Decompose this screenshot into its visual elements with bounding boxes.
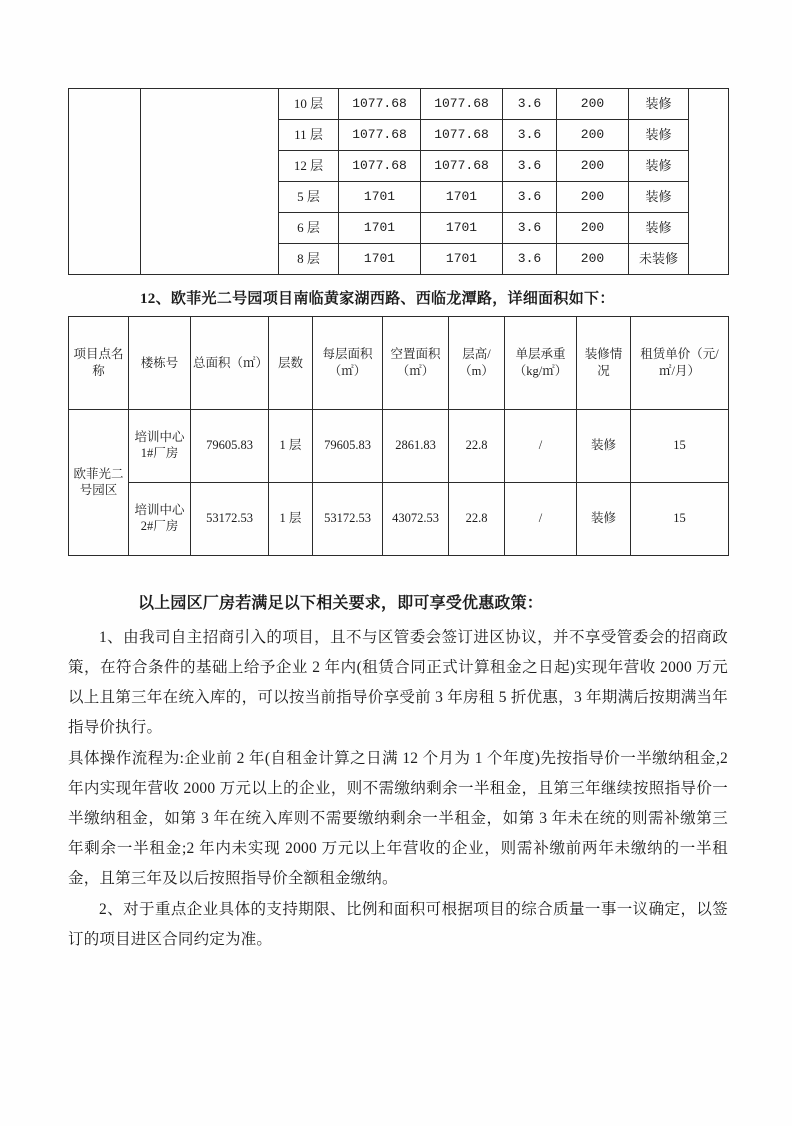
cell-blank-right (689, 151, 729, 182)
table-row (69, 89, 729, 120)
cell-load: 200 (557, 120, 629, 151)
cell-blank-left (69, 213, 141, 244)
cell-decoration: 装修 (629, 213, 689, 244)
header-floors: 层数 (269, 317, 313, 410)
cell-blank-left (69, 151, 141, 182)
header-total-area: 总面积（㎡） (191, 317, 269, 410)
header-name: 项目点名称 (69, 317, 129, 410)
header-height: 层高/（m） (449, 317, 505, 410)
cell-load: 200 (557, 151, 629, 182)
cell-decoration: 未装修 (629, 244, 689, 275)
cell-vacant-area: 2861.83 (383, 410, 449, 483)
table-row (69, 410, 729, 483)
table-row (69, 483, 729, 556)
cell-height: 22.8 (449, 483, 505, 556)
cell-floors: 1 层 (269, 410, 313, 483)
cell-total-area: 1701 (339, 213, 421, 244)
cell-floor: 6 层 (279, 213, 339, 244)
cell-floor-area: 1701 (421, 244, 503, 275)
table-row (69, 244, 729, 275)
policy-paragraph-2: 具体操作流程为:企业前 2 年(自租金计算之日满 12 个月为 1 个年度)先按指导价一半缴纳租金,2 年内实现年营收 2000 万元以上的企业，则不需缴纳剩余一半租金，且第三年继续按照指导价一半缴纳租金，如第 3 年在统入库则不需要缴纳剩余一半租金，如第 3 年未在统的则需补缴第三年剩余一半租金;2 年内未实现 2000 万元以上年营收的企业，则需补缴前两年未缴纳的一半租金，且第三年及以后按照指导价全额租金缴纳。 (68, 750, 728, 887)
section-index: 12、欧菲光 (140, 291, 217, 307)
cell-height: 3.6 (503, 213, 557, 244)
cell-load: 200 (557, 89, 629, 120)
cell-total-area: 1077.68 (339, 151, 421, 182)
cell-total-area: 79605.83 (191, 410, 269, 483)
table-row (69, 151, 729, 182)
section-heading (68, 287, 728, 308)
cell-blank-right (689, 244, 729, 275)
page-content (68, 88, 728, 956)
cell-height: 3.6 (503, 244, 557, 275)
header-building: 楼栋号 (129, 317, 191, 410)
cell-floors: 1 层 (269, 483, 313, 556)
cell-height: 22.8 (449, 410, 505, 483)
cell-height: 3.6 (503, 182, 557, 213)
cell-blank-building (141, 244, 279, 275)
policy-heading: 以上园区厂房若满足以下相关要求，即可享受优惠政策： (138, 595, 544, 612)
policy-paragraph-3: 2、对于重点企业具体的支持期限、比例和面积可根据项目的综合质量一事一议确定，以签订的项目进区合同约定为准。 (68, 901, 728, 948)
cell-height: 3.6 (503, 120, 557, 151)
cell-load: / (505, 483, 577, 556)
table-row (69, 182, 729, 213)
cell-vacant-area: 43072.53 (383, 483, 449, 556)
policy-paragraph-1: 1、由我司自主招商引入的项目，且不与区管委会签订进区协议，并不享受管委会的招商政策，在符合条件的基础上给予企业 2 年内(租赁合同正式计算租金之日起)实现年营收 2000 万元以上且第三年在统入库的，可以按当前指导价享受前 3 年房租 5 折优惠，3 年期满后按期满当年指导价执行。 (68, 629, 728, 736)
cell-total-area: 1077.68 (339, 89, 421, 120)
cell-floor-area: 1077.68 (421, 151, 503, 182)
cell-building: 培训中心 1#厂房 (129, 410, 191, 483)
cell-blank-building (141, 151, 279, 182)
floor-continuation-table (68, 88, 729, 275)
cell-decoration: 装修 (629, 120, 689, 151)
cell-blank-right (689, 182, 729, 213)
property-detail-table (68, 316, 729, 556)
cell-blank-building (141, 120, 279, 151)
cell-floor-area: 79605.83 (313, 410, 383, 483)
cell-price: 15 (631, 483, 729, 556)
table-row (69, 213, 729, 244)
cell-blank-building (141, 213, 279, 244)
header-vacant-area: 空置面积（㎡） (383, 317, 449, 410)
cell-load: 200 (557, 244, 629, 275)
cell-blank-building (141, 89, 279, 120)
cell-decoration: 装修 (629, 182, 689, 213)
cell-floor-area: 1701 (421, 213, 503, 244)
cell-blank-right (689, 89, 729, 120)
cell-floor-area: 1077.68 (421, 89, 503, 120)
cell-blank-left (69, 89, 141, 120)
cell-total-area: 1701 (339, 244, 421, 275)
cell-price: 15 (631, 410, 729, 483)
cell-blank-left (69, 120, 141, 151)
cell-floor-area: 53172.53 (313, 483, 383, 556)
cell-decoration: 装修 (629, 89, 689, 120)
cell-blank-left (69, 244, 141, 275)
cell-height: 3.6 (503, 151, 557, 182)
cell-blank-left (69, 182, 141, 213)
cell-blank-right (689, 213, 729, 244)
cell-decoration: 装修 (577, 483, 631, 556)
cell-blank-right (689, 120, 729, 151)
table-row (69, 120, 729, 151)
cell-total-area: 1701 (339, 182, 421, 213)
cell-floor: 8 层 (279, 244, 339, 275)
cell-total-area: 53172.53 (191, 483, 269, 556)
cell-floor: 10 层 (279, 89, 339, 120)
cell-decoration: 装修 (629, 151, 689, 182)
section-heading-text: 二号园项目南临黄家湖西路、西临龙潭路，详细面积如下： (216, 291, 615, 307)
cell-floor: 12 层 (279, 151, 339, 182)
cell-load: 200 (557, 213, 629, 244)
cell-floor-area: 1077.68 (421, 120, 503, 151)
header-decoration: 装修情况 (577, 317, 631, 410)
header-load: 单层承重（kg/㎡） (505, 317, 577, 410)
cell-floor: 11 层 (279, 120, 339, 151)
cell-floor-area: 1701 (421, 182, 503, 213)
header-floor-area: 每层面积（㎡） (313, 317, 383, 410)
cell-blank-building (141, 182, 279, 213)
cell-park-name: 欧菲光二号园区 (69, 410, 129, 556)
header-price: 租赁单价（元/㎡/月） (631, 317, 729, 410)
cell-height: 3.6 (503, 89, 557, 120)
cell-floor: 5 层 (279, 182, 339, 213)
cell-decoration: 装修 (577, 410, 631, 483)
table-header-row (69, 317, 729, 410)
cell-total-area: 1077.68 (339, 120, 421, 151)
cell-building: 培训中心 2#厂房 (129, 483, 191, 556)
cell-load: 200 (557, 182, 629, 213)
cell-load: / (505, 410, 577, 483)
